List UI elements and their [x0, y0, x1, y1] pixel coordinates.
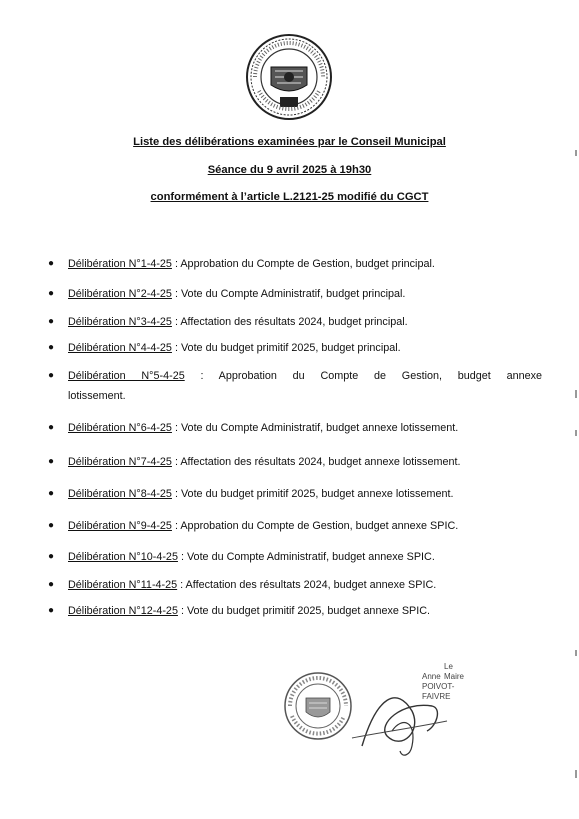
bullet-icon: ●: [48, 288, 55, 299]
deliberation-label: Délibération N°9-4-25: [68, 520, 172, 532]
list-item: [48, 484, 542, 504]
bullet-icon: ●: [48, 456, 55, 467]
scan-mark: [575, 390, 577, 398]
signature-block: [282, 662, 482, 772]
deliberation-label: Délibération N°11-4-25: [68, 579, 178, 591]
list-item: [48, 366, 542, 406]
signatory-title: Le Maire: [444, 662, 465, 681]
bullet-icon: ●: [48, 520, 55, 531]
deliberation-text: : Affectation des résultats 2024, budget principal.: [171, 316, 408, 328]
bullet-icon: ●: [48, 579, 55, 590]
deliberation-label: Délibération N°8-4-25: [68, 488, 172, 500]
list-item: [48, 418, 542, 438]
bullet-icon: ●: [48, 422, 55, 433]
handwritten-signature: [342, 676, 452, 761]
deliberation-label: Délibération N°5-4-25: [68, 370, 185, 382]
deliberation-label: Délibération N°1-4-25: [68, 258, 172, 270]
municipal-seal-icon: [245, 33, 333, 121]
list-item: [48, 312, 542, 332]
list-item: [48, 254, 542, 274]
deliberation-text: : Vote du Compte Administratif, budget annexe SPIC.: [177, 551, 435, 563]
bullet-icon: ●: [48, 370, 55, 381]
deliberation-text: : Approbation du Compte de Gestion, budget principal.: [171, 258, 435, 270]
deliberation-text: : Vote du Compte Administratif, budget annexe lotissement.: [171, 422, 459, 434]
deliberation-text: : Affectation des résultats 2024, budget annexe SPIC.: [177, 579, 437, 591]
heading-title: Liste des délibérations examinées par le Conseil Municipal: [133, 136, 446, 148]
bullet-icon: ●: [48, 551, 55, 562]
deliberation-text: : Vote du Compte Administratif, budget principal.: [171, 288, 406, 300]
list-item: [48, 516, 542, 536]
scan-mark: [575, 150, 577, 156]
bullet-icon: ●: [48, 316, 55, 327]
bullet-icon: ●: [48, 605, 55, 616]
deliberation-label: Délibération N°2-4-25: [68, 288, 172, 300]
heading-article: conformément à l’article L.2121-25 modifié du CGCT: [150, 191, 429, 203]
deliberation-label: Délibération N°10-4-25: [68, 551, 178, 563]
list-item: [48, 547, 542, 567]
bullet-icon: ●: [48, 488, 55, 499]
deliberation-label: Délibération N°12-4-25: [68, 605, 178, 617]
deliberation-text: : Vote du budget primitif 2025, budget principal.: [171, 342, 401, 354]
deliberation-text: : Affectation des résultats 2024, budget annexe lotissement.: [171, 456, 461, 468]
deliberation-label: Délibération N°4-4-25: [68, 342, 172, 354]
deliberation-label: Délibération N°3-4-25: [68, 316, 172, 328]
scan-mark: [575, 430, 577, 436]
signatory-name: Anne POIVOT-FAIVRE: [422, 672, 455, 701]
bullet-icon: ●: [48, 342, 55, 353]
deliberation-label: Délibération N°7-4-25: [68, 456, 172, 468]
heading-session: Séance du 9 avril 2025 à 19h30: [207, 164, 372, 176]
list-item: [48, 338, 542, 358]
deliberation-label: Délibération N°6-4-25: [68, 422, 172, 434]
deliberation-first-line: [68, 366, 542, 386]
list-item: [48, 601, 542, 621]
list-item: [48, 575, 542, 595]
list-item: [48, 452, 542, 472]
scan-mark: [575, 650, 577, 656]
deliberation-text: : Vote du budget primitif 2025, budget annexe SPIC.: [177, 605, 431, 617]
bullet-icon: ●: [48, 258, 55, 269]
deliberation-text: : Approbation du Compte de Gestion, budget annexe SPIC.: [171, 520, 459, 532]
list-item: [48, 284, 542, 304]
deliberation-text: : Vote du budget primitif 2025, budget annexe lotissement.: [171, 488, 454, 500]
scan-mark: [575, 770, 577, 778]
deliberation-continuation: lotissement.: [68, 390, 126, 402]
deliberation-text: : Approbation du Compte de Gestion, budget annexe: [184, 370, 542, 382]
